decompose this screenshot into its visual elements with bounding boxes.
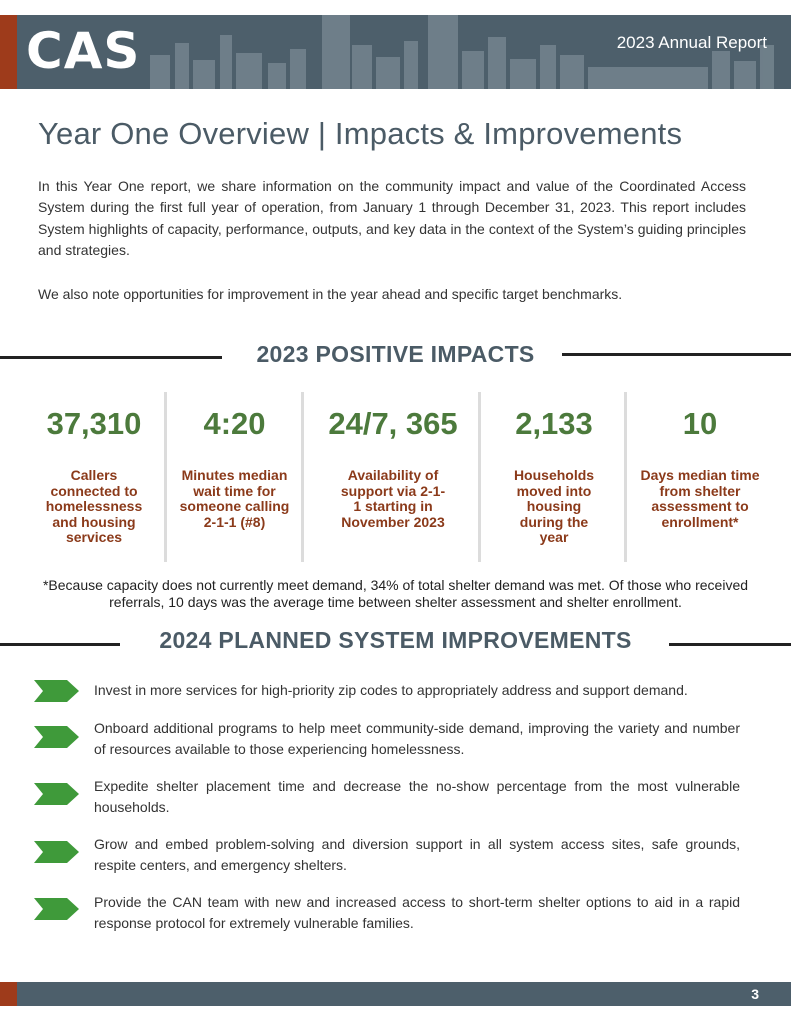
- improvements-heading: 2024 PLANNED SYSTEM IMPROVEMENTS: [159, 627, 632, 653]
- impact-stat: [306, 392, 480, 564]
- intro-paragraph: In this Year One report, we share information on the community impact and value of the Coordinated Access System during the first full year of operation, from January 1 through December 31, 2023. This report includes System highlights of capacity, performance, outputs, and key data in the context of the System’s guiding principles and strategies.: [38, 178, 746, 258]
- report-header-banner: [0, 15, 791, 89]
- stat-divider: [478, 392, 481, 562]
- impact-stat: [482, 392, 626, 564]
- stat-label: Callers connected to homelessness and housing services: [45, 467, 143, 545]
- improvement-text: Grow and embed problem-solving and diversion support in all system access sites, safe grounds, respite centers, and emergency shelters.: [94, 836, 740, 873]
- report-label: 2023 Annual Report: [616, 33, 767, 52]
- stat-value: 24/7, 365: [328, 406, 458, 441]
- page-title: Year One Overview | Impacts & Improvements: [38, 116, 683, 151]
- impact-stat: [18, 392, 170, 564]
- green-arrow-icon: [34, 726, 80, 748]
- stat-label: Availability of support via 2-1-1 starting in November 2023: [340, 467, 446, 530]
- stat-value: 4:20: [203, 406, 266, 441]
- report-footer-band: [0, 982, 791, 1006]
- stat-label: Days median time from shelter assessment to enrollment*: [640, 467, 760, 530]
- impacts-heading: 2023 POSITIVE IMPACTS: [256, 341, 535, 367]
- stat-value: 2,133: [515, 406, 593, 441]
- stat-divider: [624, 392, 627, 562]
- improvement-text: Onboard additional programs to help meet community-side demand, improving the variety and number of resources available to those experiencing homelessness.: [94, 720, 740, 757]
- improvement-text: Invest in more services for high-priority zip codes to appropriately address and support demand.: [94, 682, 688, 698]
- stat-value: 10: [682, 406, 718, 441]
- stat-label: Households moved into housing during the year: [513, 467, 595, 545]
- intro-paragraph: We also note opportunities for improvement in the year ahead and specific target benchmarks.: [38, 286, 623, 302]
- green-arrow-icon: [34, 841, 80, 863]
- improvement-text: Expedite shelter placement time and decrease the no-show percentage from the most vulnerable households.: [94, 778, 740, 815]
- green-arrow-icon: [34, 680, 80, 702]
- impact-stat: [628, 392, 772, 564]
- footer-accent-stripe: [0, 982, 17, 1006]
- header-accent-stripe: [0, 15, 17, 89]
- improvement-text: Provide the CAN team with new and increased access to short-term shelter options to aid in a rapid response protocol for extremely vulnerable families.: [94, 894, 740, 931]
- stat-value: 37,310: [46, 406, 142, 441]
- green-arrow-icon: [34, 783, 80, 805]
- cas-logo: CAS: [26, 22, 141, 80]
- stat-divider: [164, 392, 167, 562]
- impact-stat: [169, 392, 300, 564]
- page-number: 3: [751, 986, 759, 1002]
- green-arrow-icon: [34, 898, 80, 920]
- impacts-footnote: *Because capacity does not currently meet demand, 34% of total shelter demand was met. Of those who received referrals, 10 days was the average time between shelter assessment and shelter enrollment.: [42, 577, 749, 610]
- stat-divider: [301, 392, 304, 562]
- stat-label: Minutes median wait time for someone calling 2-1-1 (#8): [179, 467, 290, 530]
